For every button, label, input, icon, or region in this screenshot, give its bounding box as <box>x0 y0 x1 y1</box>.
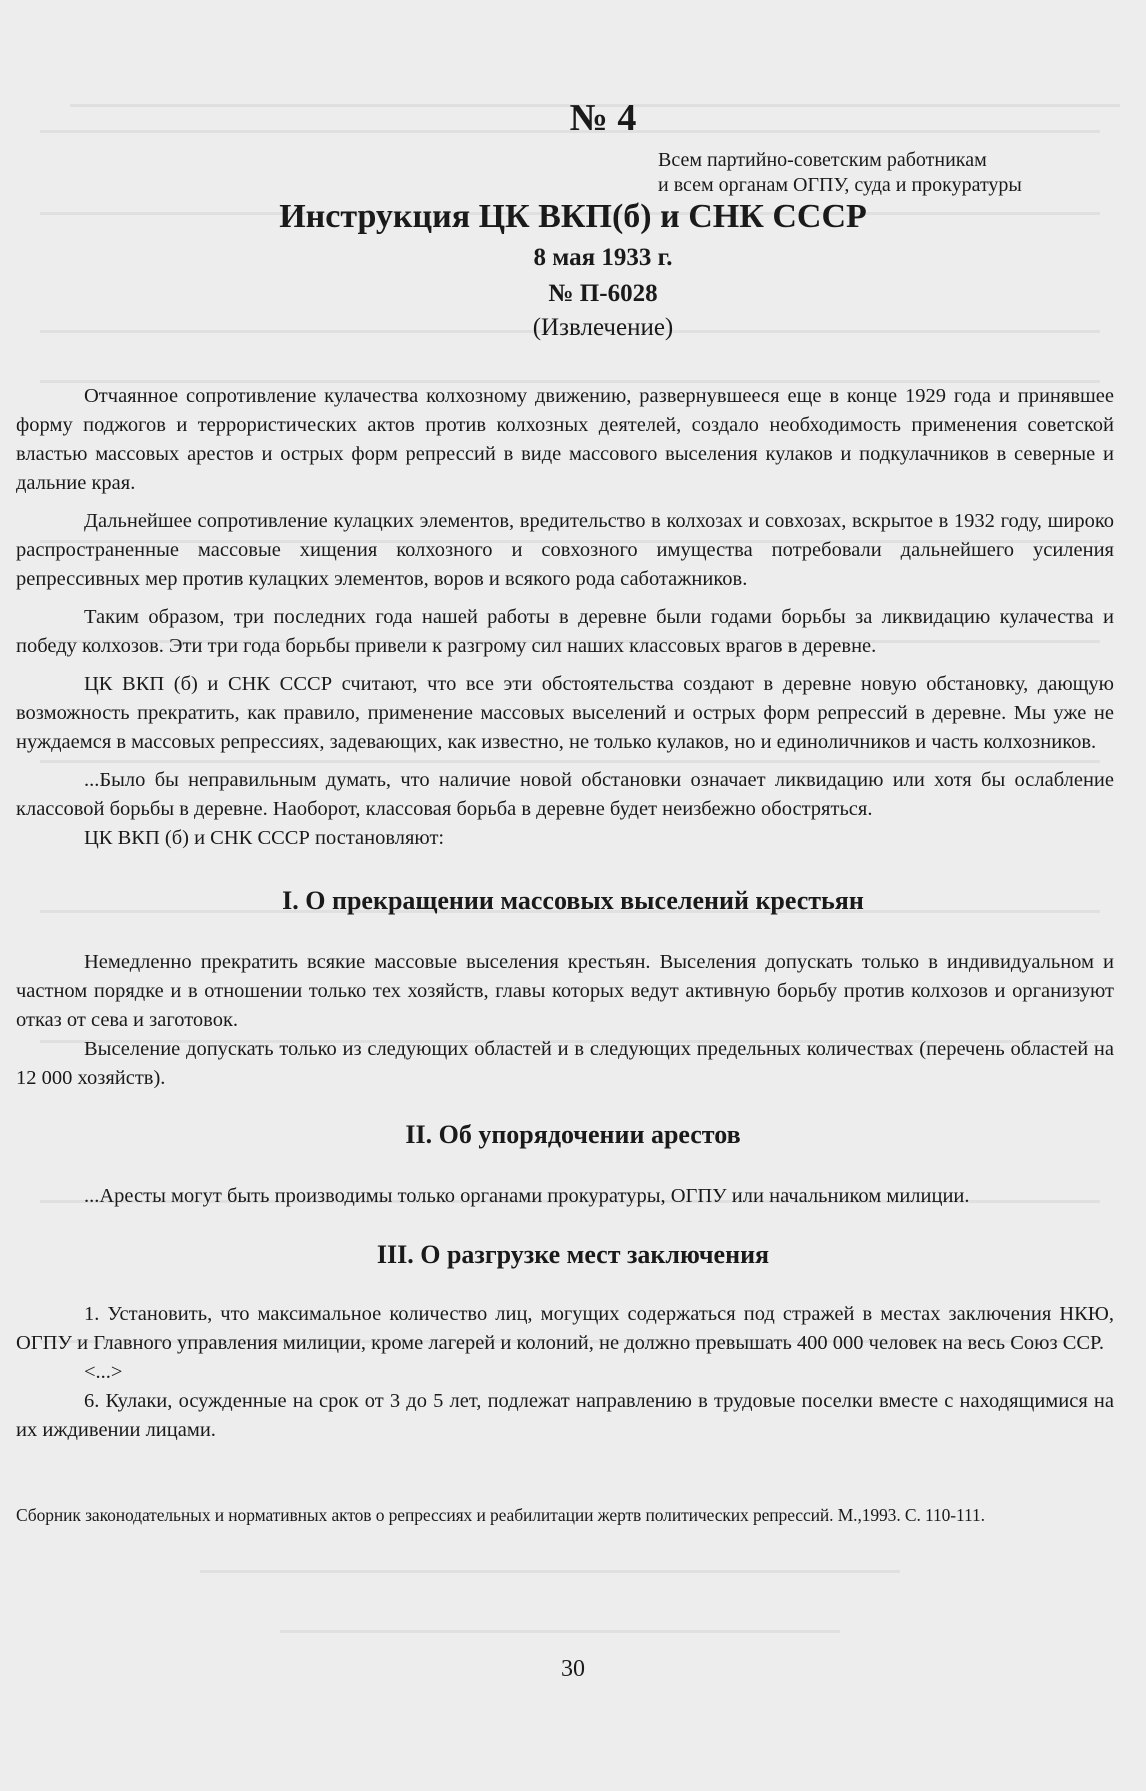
paragraph: ЦК ВКП (б) и СНК СССР постановляют: <box>84 827 445 849</box>
paragraph: Отчаянное сопротивление кулачества колхозному движению, развернувшееся еще в конце 1929 года и принявшее форму поджогов и террористических актов против колхозных деятелей, создало необходимость применения советской властью массовых арестов и острых форм репрессий в виде массового выселения кулаков и подкулачников в северные и дальние края. <box>16 385 1114 494</box>
paragraph: ЦК ВКП (б) и СНК СССР считают, что все эти обстоятельства создают в деревне новую обстановку, дающую возможность прекратить, как правило, применение массовых выселений и острых форм репрессий в деревне. Мы уже не нуждаемся в массовых репрессиях, задевающих, как известно, не только кулаков, но и единоличников и часть колхозников. <box>16 673 1114 753</box>
addressee-block <box>658 148 1068 198</box>
section-1-body <box>16 948 1114 1093</box>
section-heading: III. О разгрузке мест заключения <box>376 1240 770 1269</box>
paragraph: 1. Установить, что максимальное количество лиц, могущих содержаться под стражей в местах заключения НКЮ, ОГПУ и Главного управления милиции, кроме лагерей и колоний, не должно превышать 400 000 человек на весь Союз ССР. <box>16 1303 1114 1354</box>
paragraph: ...Аресты могут быть производимы только органами прокуратуры, ОГПУ или начальником милиции. <box>84 1185 970 1207</box>
section-3-body <box>16 1300 1114 1445</box>
section-heading: I. О прекращении массовых выселений крестьян <box>282 886 864 915</box>
section-2-body <box>16 1182 1114 1211</box>
ellipsis-marker: <...> <box>84 1361 123 1383</box>
addressee-line: и всем органам ОГПУ, суда и прокуратуры <box>658 174 1022 196</box>
paragraph: Немедленно прекратить всякие массовые выселения крестьян. Выселения допускать только в индивидуальном и частном порядке и в отношении только тех хозяйств, главы которых ведут активную борьбу против колхозов и организуют отказ от сева и заготовок. <box>16 951 1114 1031</box>
document-date: 8 мая 1933 г. <box>533 244 673 271</box>
source-citation: Сборник законодательных и нормативных актов о репрессиях и реабилитации жертв политических репрессий. М.,1993. С. 110-111. <box>16 1505 985 1525</box>
paragraph: ...Было бы неправильным думать, что наличие новой обстановки означает ликвидацию или хотя бы ослабление классовой борьбы в деревне. Наоборот, классовая борьба в деревне будет неизбежно обостряться. <box>16 769 1114 820</box>
addressee-line: Всем партийно-советским работникам <box>658 149 987 171</box>
paragraph: Дальнейшее сопротивление кулацких элементов, вредительство в колхозах и совхозах, вскрытое в 1932 году, широко распространенные массовые хищения колхозного и совхозного имущества потребовали дальнейшего усиления репрессивных мер против кулацких элементов, воров и всякого рода саботажников. <box>16 510 1114 590</box>
document-title: Инструкция ЦК ВКП(б) и СНК СССР <box>279 198 867 235</box>
document-reference-number: № П-6028 <box>548 280 658 307</box>
paragraph: Таким образом, три последних года нашей работы в деревне были годами борьбы за ликвидацию кулачества и победу колхозов. Эти три года борьбы привели к разгрому сил наших классовых врагов в деревне. <box>16 606 1114 657</box>
document-number: № 4 <box>569 97 637 139</box>
paragraph: Выселение допускать только из следующих областей и в следующих предельных количествах (перечень областей на 12 000 хозяйств). <box>16 1038 1114 1089</box>
intro-section <box>16 382 1114 853</box>
paragraph: 6. Кулаки, осужденные на срок от 3 до 5 лет, подлежат направлению в трудовые поселки вместе с находящимися на их иждивении лицами. <box>16 1390 1114 1441</box>
section-heading: II. Об упорядочении арестов <box>405 1120 741 1149</box>
page-number: 30 <box>561 1656 585 1682</box>
extract-note: (Извлечение) <box>532 314 674 341</box>
